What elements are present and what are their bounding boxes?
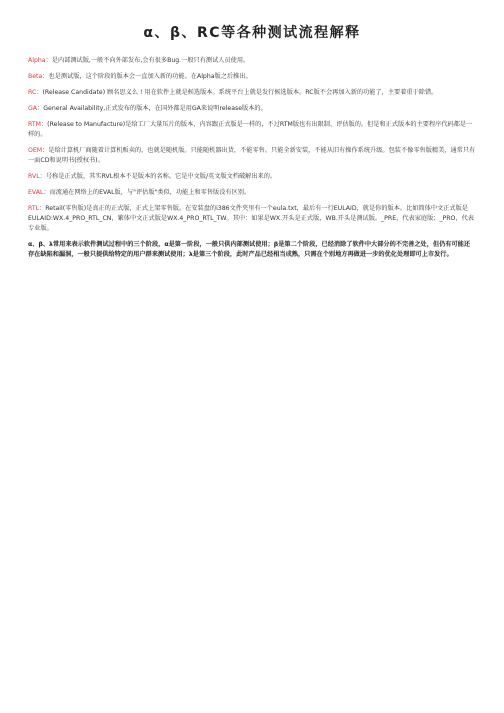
term-label: RC <box>28 89 37 96</box>
entry-rvl <box>28 172 476 182</box>
term-label: Alpha <box>28 57 46 64</box>
term-description: ：号称是正式版，其实RVL根本不是版本的名称。它是中文版/英文版文档破解出来的。 <box>39 173 277 180</box>
term-description: ：是给计算机厂商随着计算机贩卖的，也就是随机版。只能随机器出货，不能零售。只能全新安装，不能从旧有操作系统升级。包装不像零售版精美，通常只有一面CD和说明书(授权书)。 <box>28 147 476 164</box>
entry-ga <box>28 104 476 114</box>
term-label: RVL <box>28 173 40 180</box>
term-label: RTM <box>28 121 41 128</box>
document-title: α、β、RC等各种测试流程解释 <box>143 25 361 41</box>
term-label: OEM <box>28 147 43 154</box>
term-label: Beta <box>28 73 43 80</box>
entry-eval <box>28 188 476 198</box>
term-label: GA <box>28 105 38 112</box>
entry-oem <box>28 146 476 166</box>
entry-alpha <box>28 56 476 66</box>
term-description: ：而流通在网络上的EVAL版，与"评估版"类似，功能上和零售版没有区别。 <box>43 189 251 196</box>
term-description: ：是内部测试版,一般不向外部发布,会有很多Bug.一般只有测试人员使用。 <box>45 57 250 64</box>
summary-paragraph: α、β、λ常用来表示软件测试过程中的三个阶段，α是第一阶段，一般只供内部测试使用；β是第二个阶段，已经消除了软件中大部分的不完善之处，但仍有可能还存在缺陷和漏洞，一般只提供给特定的用户群来测试使用；λ是第三个阶段，此时产品已经相当成熟，只需在个别地方再做进一步的优化处理即可上市发行。 <box>28 241 471 258</box>
term-label: EVAL <box>28 189 44 196</box>
term-label: RTL <box>28 205 40 212</box>
term-description: ：General Availability,正式发布的版本，在国外都是用GA来说明release版本的。 <box>37 105 267 112</box>
entry-rtl <box>28 204 476 234</box>
entry-rc <box>28 88 476 98</box>
term-description: ：Retail(零售版)是真正的正式版，正式上架零售版。在安装盘的i386文件夹里有一个eula.txt，最后有一行EULAID，就是你的版本。比如简体中文正式版是EULAID:WX.4_PRO_RTL_CN，繁体中文正式版是WX.4_PRO_RTL_TW。其中：如果是WX.开头是正式版，WB.开头是测试版。_PRE，代表家庭版；_PRO，代表专业版。 <box>28 205 474 232</box>
term-description: ：也是测试版，这个阶段的版本会一直加入新的功能。在Alpha版之后推出。 <box>42 73 252 80</box>
entry-rtm <box>28 120 476 140</box>
term-description: ：(Release Candidate) 顾名思义么 ! 用在软件上就是候选版本。系统平台上就是发行候选版本。RC版不会再加入新的功能了，主要着重于除错。 <box>36 89 438 96</box>
term-description: ：(Release to Manufacture)是给工厂大量压片的版本，内容跟正式版是一样的，不过RTM版也有出限制、评估版的。但是和正式版本的主要程序代码都是一样的。 <box>28 121 473 138</box>
entry-beta <box>28 72 476 82</box>
